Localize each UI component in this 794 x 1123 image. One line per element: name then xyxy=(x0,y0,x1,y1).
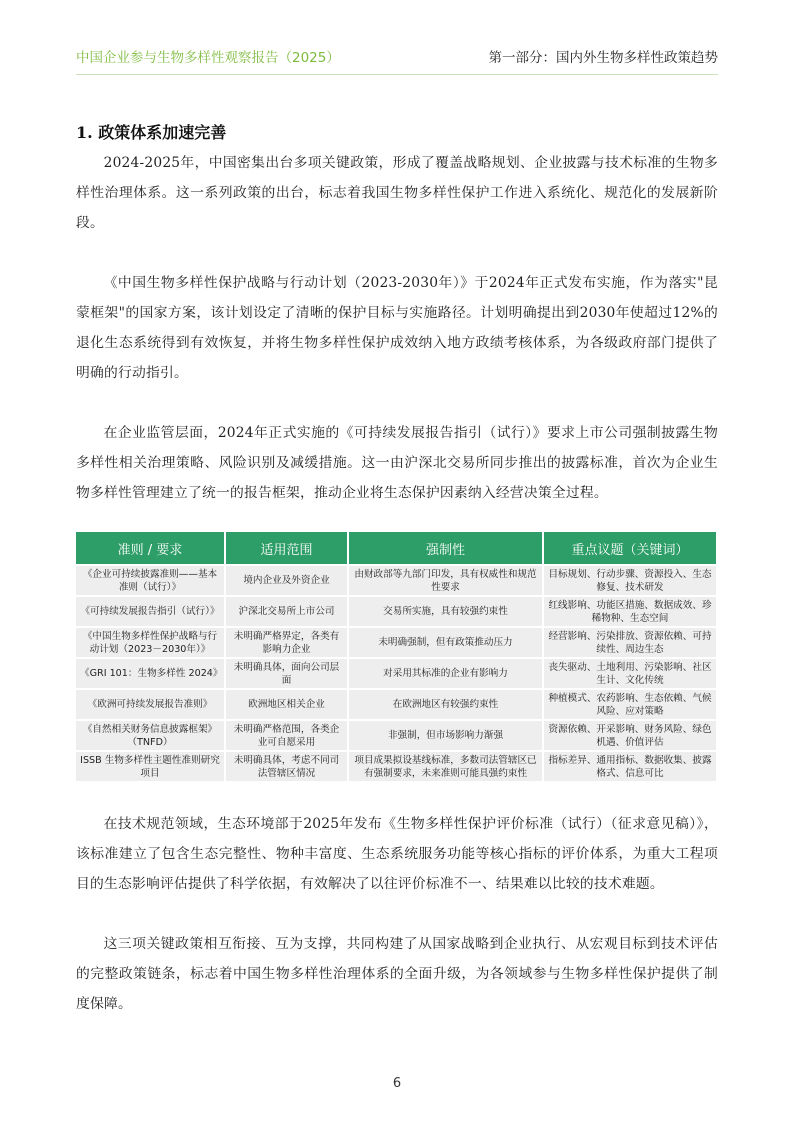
table-row xyxy=(76,659,716,688)
table-row xyxy=(76,597,716,626)
table-cell-mandatory: 非强制，但市场影响力渐强 xyxy=(349,721,542,750)
column-header-scope: 适用范围 xyxy=(226,532,347,564)
table-row xyxy=(76,752,716,781)
paragraph-corporate-disclosure: 在企业监管层面，2024年正式实施的《可持续发展报告指引（试行）》要求上市公司强制披露生物多样性相关治理策略、风险识别及减缓措施。这一由沪深北交易所同步推出的披露标准，首次为企业生物多样性管理建立了统一的报告框架，推动企业将生态保护因素纳入经营决策全过程。 xyxy=(76,425,718,501)
paragraph-technical-standard: 在技术规范领域，生态环境部于2025年发布《生物多样性保护评价标准（试行）（征求意见稿）》，该标准建立了包含生态完整性、物种丰富度、生态系统服务功能等核心指标的评价体系，为重大工程项目的生态影响评估提供了科学依据，有效解决了以往评价标准不一、结果难以比较的技术难题。 xyxy=(76,816,718,892)
table-cell-keywords: 目标规划、行动步骤、资源投入、生态修复、技术研发 xyxy=(544,566,716,595)
page-header xyxy=(76,46,718,70)
table-cell-standard: 《欧洲可持续发展报告准则》 xyxy=(76,690,224,719)
table-cell-scope: 未明确严格范围，各类企业可自愿采用 xyxy=(226,721,347,750)
table-cell-keywords: 资源依赖、开采影响、财务风险、绿色机遇、价值评估 xyxy=(544,721,716,750)
table-cell-keywords: 种植模式、农药影响、生态依赖、气候风险、应对策略 xyxy=(544,690,716,719)
paragraph-strategy-plan: 《中国生物多样性保护战略与行动计划（2023-2030年）》于2024年正式发布实施，作为落实"昆蒙框架"的国家方案，该计划设定了清晰的保护目标与实施路径。计划明确提出到2030年使超过12%的退化生态系统得到有效恢复，并将生物多样性保护成效纳入地方政绩考核体系，为各级政府部门提供了明确的行动指引。 xyxy=(76,275,718,381)
table-cell-keywords: 丧失驱动、土地利用、污染影响、社区生计、文化传统 xyxy=(544,659,716,688)
table-cell-mandatory: 未明确强制，但有政策推动压力 xyxy=(349,628,542,657)
table-cell-keywords: 经营影响、污染排放、资源依赖、可持续性、周边生态 xyxy=(544,628,716,657)
table-cell-mandatory: 在欧洲地区有较强约束性 xyxy=(349,690,542,719)
table-cell-mandatory: 项目成果拟设基线标准，多数司法管辖区已有强制要求，未来准则可能具强约束性 xyxy=(349,752,542,781)
paragraph-spacer xyxy=(76,899,718,929)
table-row xyxy=(76,566,716,595)
table-cell-mandatory: 对采用其标准的企业有影响力 xyxy=(349,659,542,688)
section-spacer xyxy=(76,783,718,809)
table-cell-keywords: 红线影响、功能区措施、数据成效、珍稀物种、生态空间 xyxy=(544,597,716,626)
table-cell-standard: 《可持续发展报告指引（试行）》 xyxy=(76,597,224,626)
table-row xyxy=(76,721,716,750)
table-cell-scope: 欧洲地区相关企业 xyxy=(226,690,347,719)
paragraph-spacer xyxy=(76,238,718,268)
header-divider xyxy=(76,74,718,75)
table-cell-mandatory: 由财政部等九部门印发，具有权威性和规范性要求 xyxy=(349,566,542,595)
table-cell-standard: 《自然相关财务信息披露框架》（TNFD） xyxy=(76,721,224,750)
main-content xyxy=(76,118,718,1019)
table-cell-scope: 未明确具体，面向公司层面 xyxy=(226,659,347,688)
table-cell-scope: 沪深北交易所上市公司 xyxy=(226,597,347,626)
table-cell-mandatory: 交易所实施，具有较强约束性 xyxy=(349,597,542,626)
table-cell-standard: ISSB 生物多样性主题性准则研究项目 xyxy=(76,752,224,781)
table-cell-scope: 境内企业及外资企业 xyxy=(226,566,347,595)
table-cell-scope: 未明确严格界定，各类有影响力企业 xyxy=(226,628,347,657)
section-heading: 1. 政策体系加速完善 xyxy=(76,123,227,142)
column-header-keywords: 重点议题（关键词） xyxy=(544,532,716,564)
column-header-mandatory: 强制性 xyxy=(349,532,542,564)
column-header-standard: 准则 / 要求 xyxy=(76,532,224,564)
table-cell-standard: 《企业可持续披露准则——基本准则（试行）》 xyxy=(76,566,224,595)
table-row xyxy=(76,628,716,657)
table-row xyxy=(76,690,716,719)
report-title: 中国企业参与生物多样性观察报告（2025） xyxy=(76,50,340,66)
paragraph-summary: 这三项关键政策相互衔接、互为支撑，共同构建了从国家战略到企业执行、从宏观目标到技术评估的完整政策链条，标志着中国生物多样性治理体系的全面升级，为各领域参与生物多样性保护提供了制度保障。 xyxy=(76,936,718,1012)
paragraph-spacer xyxy=(76,388,718,418)
chapter-title: 第一部分：国内外生物多样性政策趋势 xyxy=(488,50,718,66)
table-cell-standard: 《中国生物多样性保护战略与行动计划（2023－2030年）》 xyxy=(76,628,224,657)
page-number: 6 xyxy=(392,1076,402,1091)
policy-comparison-table xyxy=(74,530,718,783)
table-header-row xyxy=(76,532,716,564)
table-cell-standard: 《GRI 101：生物多样性 2024》 xyxy=(76,659,224,688)
paragraph-intro: 2024-2025年，中国密集出台多项关键政策，形成了覆盖战略规划、企业披露与技术标准的生物多样性治理体系。这一系列政策的出台，标志着我国生物多样性保护工作进入系统化、规范化的发展新阶段。 xyxy=(76,155,718,231)
table-cell-scope: 未明确具体，考虑不同司法管辖区情况 xyxy=(226,752,347,781)
table-cell-keywords: 指标差异、通用指标、数据收集、披露格式、信息可比 xyxy=(544,752,716,781)
